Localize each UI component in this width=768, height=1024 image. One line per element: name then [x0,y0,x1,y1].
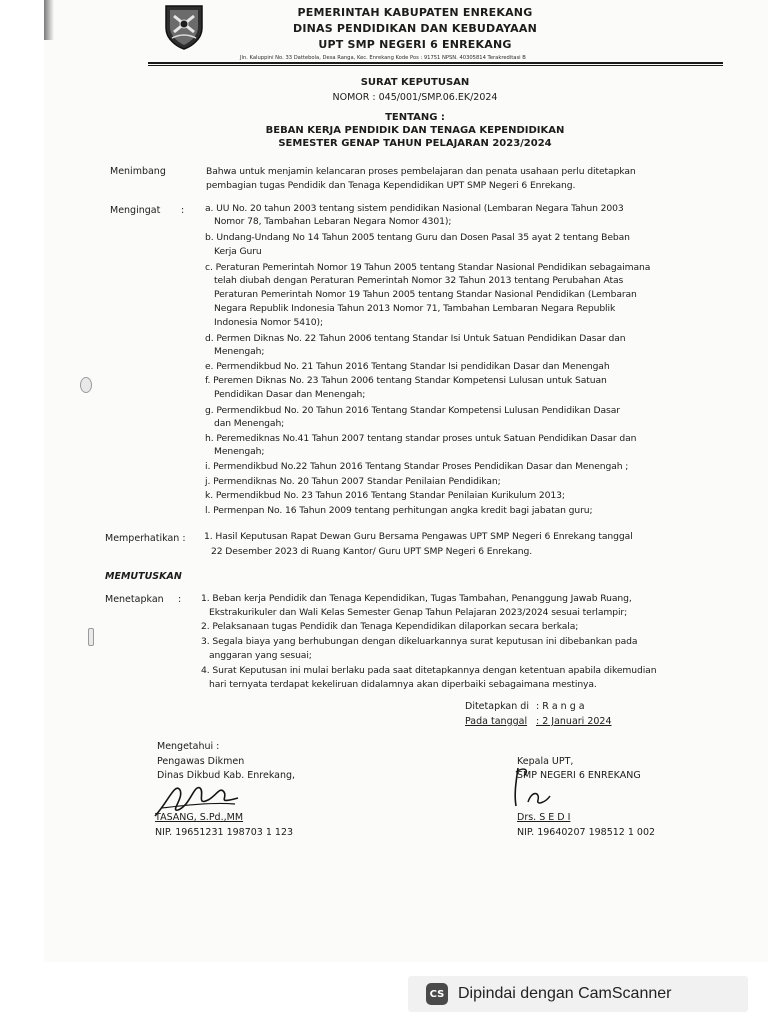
punch-hole-mark [88,628,94,646]
mengingat-item-line: Indonesia Nomor 5410); [214,317,323,328]
letterhead-rule-thin [148,65,723,66]
mengingat-item-line: c. Peraturan Pemerintah Nomor 19 Tahun 2005 tentang Standar Nasional Pendidikan sebagaimana [205,262,651,273]
camscanner-logo-icon: CS [426,983,448,1005]
mengingat-item-line: b. Undang-Undang No 14 Tahun 2005 tentang Guru dan Dosen Pasal 35 ayat 2 tentang Beban [205,232,630,243]
mengingat-label: Mengingat [110,205,161,216]
left-ack: Mengetahui : [157,741,220,752]
left-office: Dinas Dikbud Kab. Enrekang, [157,770,296,781]
mengingat-item-line: telah diubah dengan Peraturan Pemerintah Nomor 32 Tahun 2013 tentang Perubahan Atas [214,275,624,286]
letterhead-school: UPT SMP NEGERI 6 ENREKANG [318,38,512,51]
menetapkan-item-line: 1. Beban kerja Pendidik dan Tenaga Kependidikan, Tugas Tambahan, Penanggung Jawab Ruang, [201,593,632,604]
menimbang-label: Menimbang [110,166,166,177]
mengingat-item-line: Negara Republik Indonesia Tahun 2013 Nomor 71, Tambahan Lembaran Negara Republik [214,303,616,314]
mengingat-item-line: f. Peremen Diknas No. 23 Tahun 2006 tentang Standar Kompetensi Lulusan untuk Satuan [205,375,607,386]
mengingat-item-line: k. Permendikbud No. 23 Tahun 2016 Tentang Standar Penilaian Kurikulum 2013; [205,490,565,501]
mengingat-item-line: Nomor 78, Tambahan Lebaran Negara Nomor 4301); [214,216,452,227]
left-name: TASANG, S.Pd.,MM [155,812,244,823]
menetapkan-item-line: 2. Pelaksanaan tugas Pendidik dan Tenaga Kependidikan dilaporkan secara berkala; [201,621,579,632]
left-role: Pengawas Dikmen [157,756,245,767]
decree-number: NOMOR : 045/001/SMP.06.EK/2024 [332,92,498,103]
right-role: Kepala UPT, [517,756,574,767]
memperhatikan-label: Memperhatikan : [105,533,186,544]
mengingat-item-line: Peraturan Pemerintah Nomor 19 Tahun 2005 tentang Standar Nasional Pendidikan (Lembaran [214,289,637,300]
menetapkan-item-line: hari ternyata terdapat kekeliruan didalamnya akan diperbaiki sebagaimana mestinya. [209,679,597,690]
decree-subject-line1: BEBAN KERJA PENDIDIK DAN TENAGA KEPENDIDIKAN [265,125,565,136]
mengingat-item-line: a. UU No. 20 tahun 2003 tentang sistem pendidikan Nasional (Lembaran Negara Tahun 2003 [205,203,624,214]
text-line: 1. Hasil Keputusan Rapat Dewan Guru Bersama Pengawas UPT SMP Negeri 6 Enrekang tanggal [204,531,633,542]
camscanner-text: Dipindai dengan CamScanner [458,985,672,1002]
mengingat-item-line: Pendidikan Dasar dan Menengah; [214,389,366,400]
right-name: Drs. S E D I [517,812,571,823]
decree-subject-line2: SEMESTER GENAP TAHUN PELAJARAN 2023/2024 [278,138,552,149]
place-label: Ditetapkan di [465,701,529,712]
mengingat-item-line: e. Permendikbud No. 21 Tahun 2016 Tentang Standar Isi pendidikan Dasar dan Menengah [205,361,610,372]
menetapkan-label: Menetapkan [105,594,164,605]
mengingat-item-line: l. Permenpan No. 16 Tahun 2009 tentang perhitungan angka kredit bagi jabatan guru; [205,505,593,516]
letterhead-rule-thick [148,62,723,64]
mengingat-item-line: j. Permendiknas No. 20 Tahun 2007 Standar Penilaian Pendidikan; [205,476,501,487]
mengingat-item-line: d. Permen Diknas No. 22 Tahun 2006 tentang Standar Isi Untuk Satuan Pendidikan Dasar dan [205,333,626,344]
menetapkan-item-line: 4. Surat Keputusan ini mulai berlaku pada saat ditetapkannya dengan ketentuan apabila dikemudian [201,665,657,676]
memutuskan-label: MEMUTUSKAN [105,571,182,582]
right-signature-icon [510,762,570,812]
mengingat-item-line: dan Menengah; [214,418,285,429]
mengingat-item-line: h. Peremediknas No.41 Tahun 2007 tentang standar proses untuk Satuan Pendidikan Dasar dan [205,433,637,444]
mengingat-item-line: g. Permendikbud No. 20 Tahun 2016 Tentang Standar Kompetensi Lulusan Pendidikan Dasar [205,405,620,416]
text-line: pembagian tugas Pendidik dan Tenaga Kependidikan UPT SMP Negeri 6 Enrekang. [206,179,576,191]
left-nip: NIP. 19651231 198703 1 123 [155,827,294,838]
decree-about: TENTANG : [385,112,445,123]
letterhead-department: DINAS PENDIDIKAN DAN KEBUDAYAAN [293,22,537,35]
mengingat-item-line: i. Permendikbud No.22 Tahun 2016 Tentang Standar Proses Pendidikan Dasar dan Menengah ; [205,461,629,472]
mengingat-item-line: Kerja Guru [214,246,262,257]
decree-title: SURAT KEPUTUSAN [360,77,470,88]
text-line: Bahwa untuk menjamin kelancaran proses pembelajaran dan penata usahaan perlu ditetapkan [206,166,636,177]
text-line: 22 Desember 2023 di Ruang Kantor/ Guru UPT SMP Negeri 6 Enrekang. [211,546,533,557]
menetapkan-item-line: anggaran yang sesuai; [209,650,312,661]
mengingat-item-line: Menengah; [214,446,265,457]
page-edge-shadow [44,0,54,40]
place-value: : R a n g a [536,701,585,712]
menetapkan-item-line: Ekstrakurikuler dan Wali Kelas Semester Genap Tahun Pelajaran 2023/2024 sesuai terlampir; [209,607,628,618]
regency-logo-icon [160,2,208,50]
menetapkan-colon: : [178,594,182,605]
mengingat-item-line: Menengah; [214,346,265,357]
camscanner-watermark [408,976,748,1012]
letterhead-address: Jln. Kaluppini No. 33 Dattebola, Desa Ranga, Kec. Enrekang Kode Pos : 91751 NPSN. 40305814 Terakreditasi B [240,55,526,61]
punch-hole-mark [80,377,92,393]
date-label: Pada tanggal [465,716,528,727]
letterhead-government: PEMERINTAH KABUPATEN ENREKANG [297,6,533,19]
date-value: : 2 Januari 2024 [536,716,612,727]
right-nip: NIP. 19640207 198512 1 002 [517,827,656,838]
menetapkan-item-line: 3. Segala biaya yang berhubungan dengan dikeluarkannya surat keputusan ini dibebankan pada [201,636,638,647]
right-school: SMP NEGERI 6 ENREKANG [517,770,641,781]
mengingat-colon: : [181,205,185,216]
